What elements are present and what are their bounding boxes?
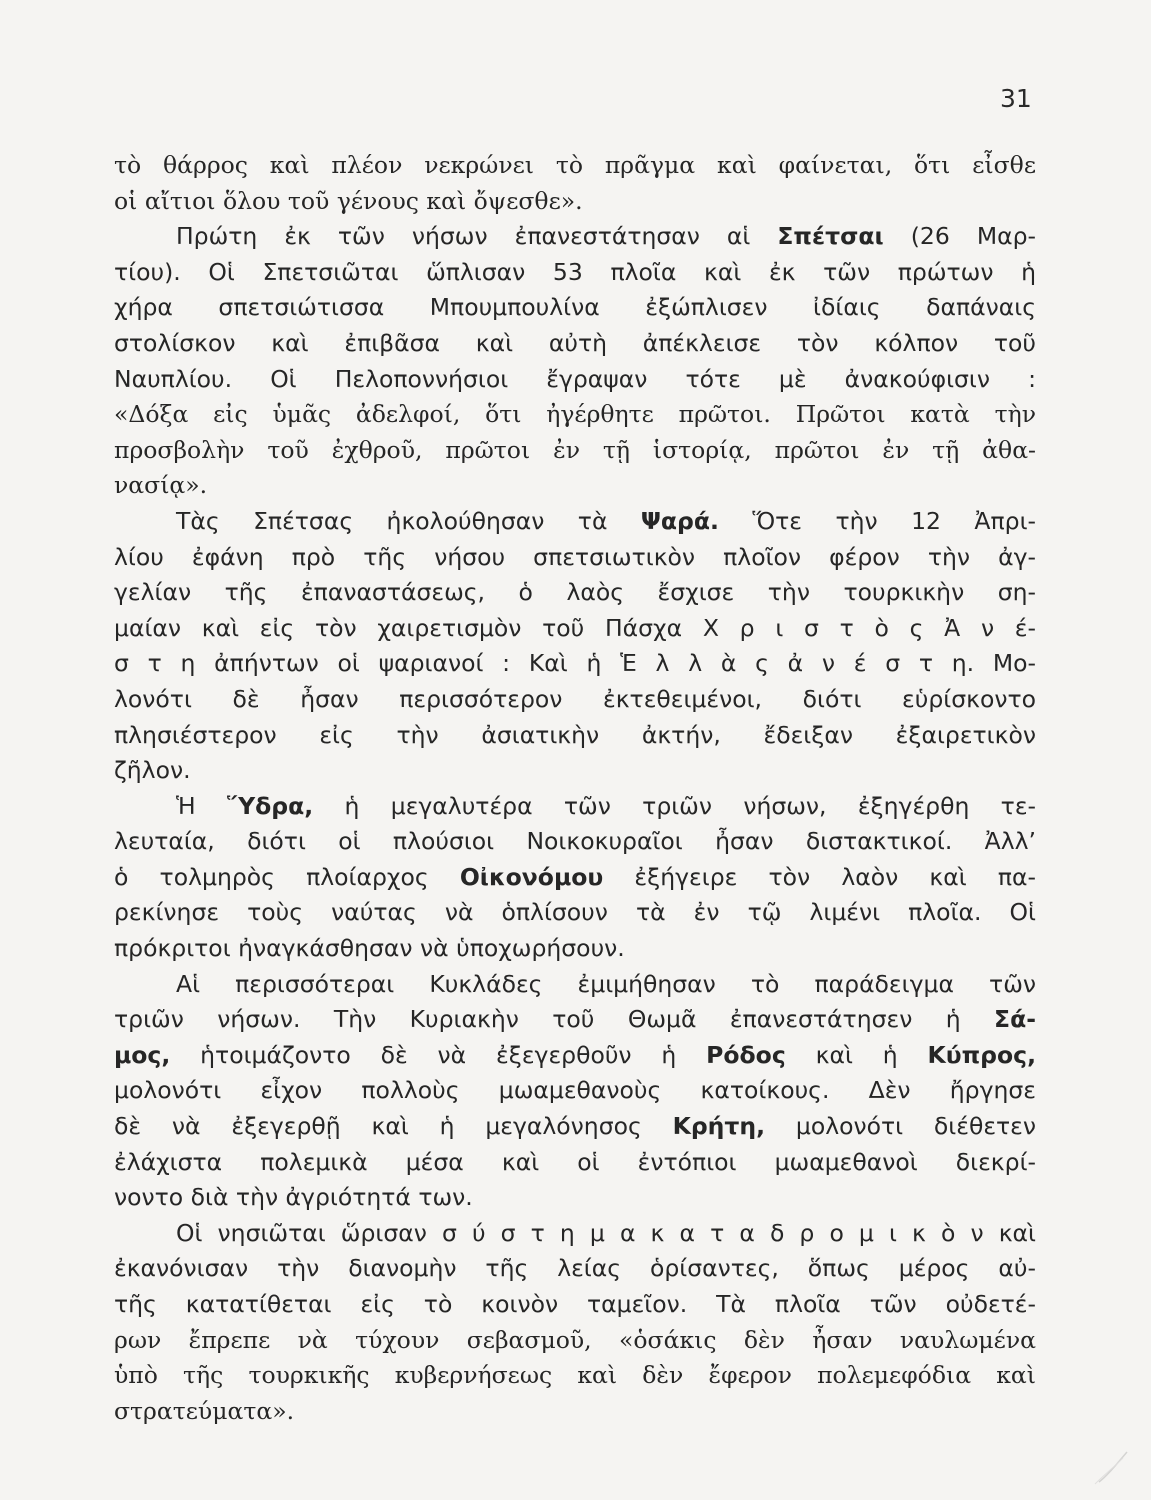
text-line xyxy=(114,789,1036,825)
text-line: ὑπὸ τῆς τουρκικῆς κυβερνήσεως καὶ δὲν ἔφερον πολεμεφόδια καὶ xyxy=(114,1361,1036,1390)
text-run: Ἡ xyxy=(176,791,227,820)
text-line: τὸ θάρρος καὶ πλέον νεκρώνει τὸ πρᾶγμα καὶ φαίνεται, ὅτι εἶσθε xyxy=(114,151,1036,179)
text-line: Οἱ νησιῶται ὥρισαν σ ύ σ τ η μ α κ α τ α δ ρ ο μ ι κ ὸ ν καὶ xyxy=(176,1218,1036,1247)
body-text xyxy=(114,148,1036,1429)
text-line xyxy=(114,1002,1036,1038)
paragraph xyxy=(114,1216,1036,1430)
emphasis-person-name: Οἰκονόμου xyxy=(459,862,604,891)
emphasis-place-name: Σπέτσαι xyxy=(777,222,884,251)
paragraph xyxy=(114,219,1036,504)
emphasis-place-name: Ὕδρα, xyxy=(226,791,314,820)
text-line: ρεκίνησε τοὺς ναύτας νὰ ὁπλίσουν τὰ ἐν τῷ λιμένι πλοῖα. Οἱ xyxy=(114,898,1036,927)
text-line: πρόκριτοι ἠναγκάσθησαν νὰ ὑποχωρήσουν. xyxy=(114,934,625,963)
text-line: «Δόξα εἰς ὑμᾶς ἀδελφοί, ὅτι ἠγέρθητε πρῶτοι. Πρῶτοι κατὰ τὴν xyxy=(114,400,1036,429)
emphasis-place-name: μος, xyxy=(114,1040,171,1069)
text-run: δὲ νὰ ἐξεγερθῇ καὶ ἡ μεγαλόνησος xyxy=(114,1112,673,1141)
text-line: ρων ἔπρεπε νὰ τύχουν σεβασμοῦ, «ὁσάκις δὲν ἦσαν ναυλωμένα xyxy=(114,1325,1036,1354)
emphasis-place-name: Κρήτη, xyxy=(672,1112,766,1141)
paragraph xyxy=(114,967,1036,1216)
text-line: χήρα σπετσιώτισσα Μπουμπουλίνα ἐξώπλισεν ἰδίαις δαπάναις xyxy=(114,293,1036,322)
emphasis-place-name: Ρόδος xyxy=(706,1040,786,1069)
text-run: ὁ τολμηρὸς πλοίαρχος xyxy=(114,862,460,891)
text-line xyxy=(114,1038,1036,1074)
text-run: ἡτοιμάζοντο δὲ νὰ ἐξεγερθοῦν ἡ xyxy=(170,1040,707,1069)
text-line: Αἱ περισσότεραι Κυκλάδες ἐμιμήθησαν τὸ παράδειγμα τῶν xyxy=(176,969,1036,998)
text-line: λίου ἐφάνη πρὸ τῆς νήσου σπετσιωτικὸν πλοῖον φέρον τὴν ἀγ- xyxy=(114,542,1036,571)
page-number: 31 xyxy=(1000,84,1032,113)
text-line: ἐλάχιστα πολεμικὰ μέσα καὶ οἱ ἐντόπιοι μωαμεθανοὶ διεκρί- xyxy=(114,1147,1036,1176)
text-line: οἱ αἴτιοι ὅλου τοῦ γένους καὶ ὄψεσθε». xyxy=(114,186,583,215)
text-line: λονότι δὲ ἦσαν περισσότερον ἐκτεθειμένοι, διότι εὑρίσκοντο xyxy=(114,684,1036,713)
text-line: ζῆλον. xyxy=(114,756,191,785)
text-line: γελίαν τῆς ἐπαναστάσεως, ὁ λαὸς ἔσχισε τὴν τουρκικὴν ση- xyxy=(114,578,1036,607)
text-line: τίου). Οἱ Σπετσιῶται ὥπλισαν 53 πλοῖα καὶ ἐκ τῶν πρώτων ἡ xyxy=(114,257,1036,286)
paragraph xyxy=(114,789,1036,967)
paragraph xyxy=(114,504,1036,789)
text-line: νασίᾳ». xyxy=(114,471,208,500)
emphasis-place-name: Σά- xyxy=(994,1005,1036,1034)
text-line: Ναυπλίου. Οἱ Πελοποννήσιοι ἔγραψαν τότε μὲ ἀνακούφισιν : xyxy=(114,364,1036,393)
text-line: προσβολὴν τοῦ ἐχθροῦ, πρῶτοι ἐν τῇ ἱστορίᾳ, πρῶτοι ἐν τῇ ἀθα- xyxy=(114,435,1036,464)
emphasis-place-name: Ψαρά. xyxy=(640,506,719,535)
text-line xyxy=(114,860,1036,896)
text-run: Πρώτη ἐκ τῶν νήσων ἐπανεστάτησαν αἱ xyxy=(176,222,778,251)
text-line: στρατεύματα». xyxy=(114,1396,295,1425)
text-line: στολίσκον καὶ ἐπιβᾶσα καὶ αὐτὴ ἀπέκλεισε τὸν κόλπον τοῦ xyxy=(114,328,1036,357)
text-run: μολονότι διέθετεν xyxy=(765,1112,1037,1141)
text-run: τριῶν νήσων. Τὴν Κυριακὴν τοῦ Θωμᾶ ἐπανεστάτησεν ἡ xyxy=(114,1005,995,1034)
text-run: Τὰς Σπέτσας ἠκολούθησαν τὰ xyxy=(176,506,641,535)
text-run: καὶ ἡ xyxy=(785,1040,928,1069)
paragraph xyxy=(114,148,1036,219)
text-line: πλησιέστερον εἰς τὴν ἀσιατικὴν ἀκτήν, ἔδειξαν ἐξαιρετικὸν xyxy=(114,720,1036,749)
text-line: μολονότι εἶχον πολλοὺς μωαμεθανοὺς κατοίκους. Δὲν ἤργησε xyxy=(114,1076,1036,1105)
emphasis-place-name: Κύπρος, xyxy=(927,1040,1036,1069)
text-line: ἐκανόνισαν τὴν διανομὴν τῆς λείας ὁρίσαντες, ὅπως μέρος αὐ- xyxy=(114,1254,1036,1283)
text-run: Ὅτε τὴν 12 Ἀπρι- xyxy=(718,506,1036,535)
text-line xyxy=(114,1109,1036,1145)
text-run: ἡ μεγαλυτέρα τῶν τριῶν νήσων, ἐξηγέρθη τε- xyxy=(313,791,1036,820)
text-run: ἐξήγειρε τὸν λαὸν καὶ πα- xyxy=(603,862,1036,891)
text-line: λευταία, διότι οἱ πλούσιοι Νοικοκυραῖοι ἦσαν διστακτικοί. Ἀλλ’ xyxy=(114,827,1036,856)
text-line: τῆς κατατίθεται εἰς τὸ κοινὸν ταμεῖον. Τὰ πλοῖα τῶν οὐδετέ- xyxy=(114,1290,1036,1318)
text-line xyxy=(114,504,1036,540)
text-line xyxy=(114,219,1036,255)
text-run: (26 Μαρ- xyxy=(883,222,1036,251)
text-line: μαίαν καὶ εἰς τὸν χαιρετισμὸν τοῦ Πάσχα Χ ρ ι σ τ ὸ ς Ἀ ν έ- xyxy=(114,613,1036,642)
paper-fold-mark xyxy=(1093,1446,1133,1486)
text-line: νοντο διὰ τὴν ἀγριότητά των. xyxy=(114,1183,473,1212)
text-line: σ τ η ἀπήντων οἱ ψαριανοί : Καὶ ἡ Ἑ λ λ ὰ ς ἀ ν έ σ τ η. Μο- xyxy=(114,649,1036,678)
